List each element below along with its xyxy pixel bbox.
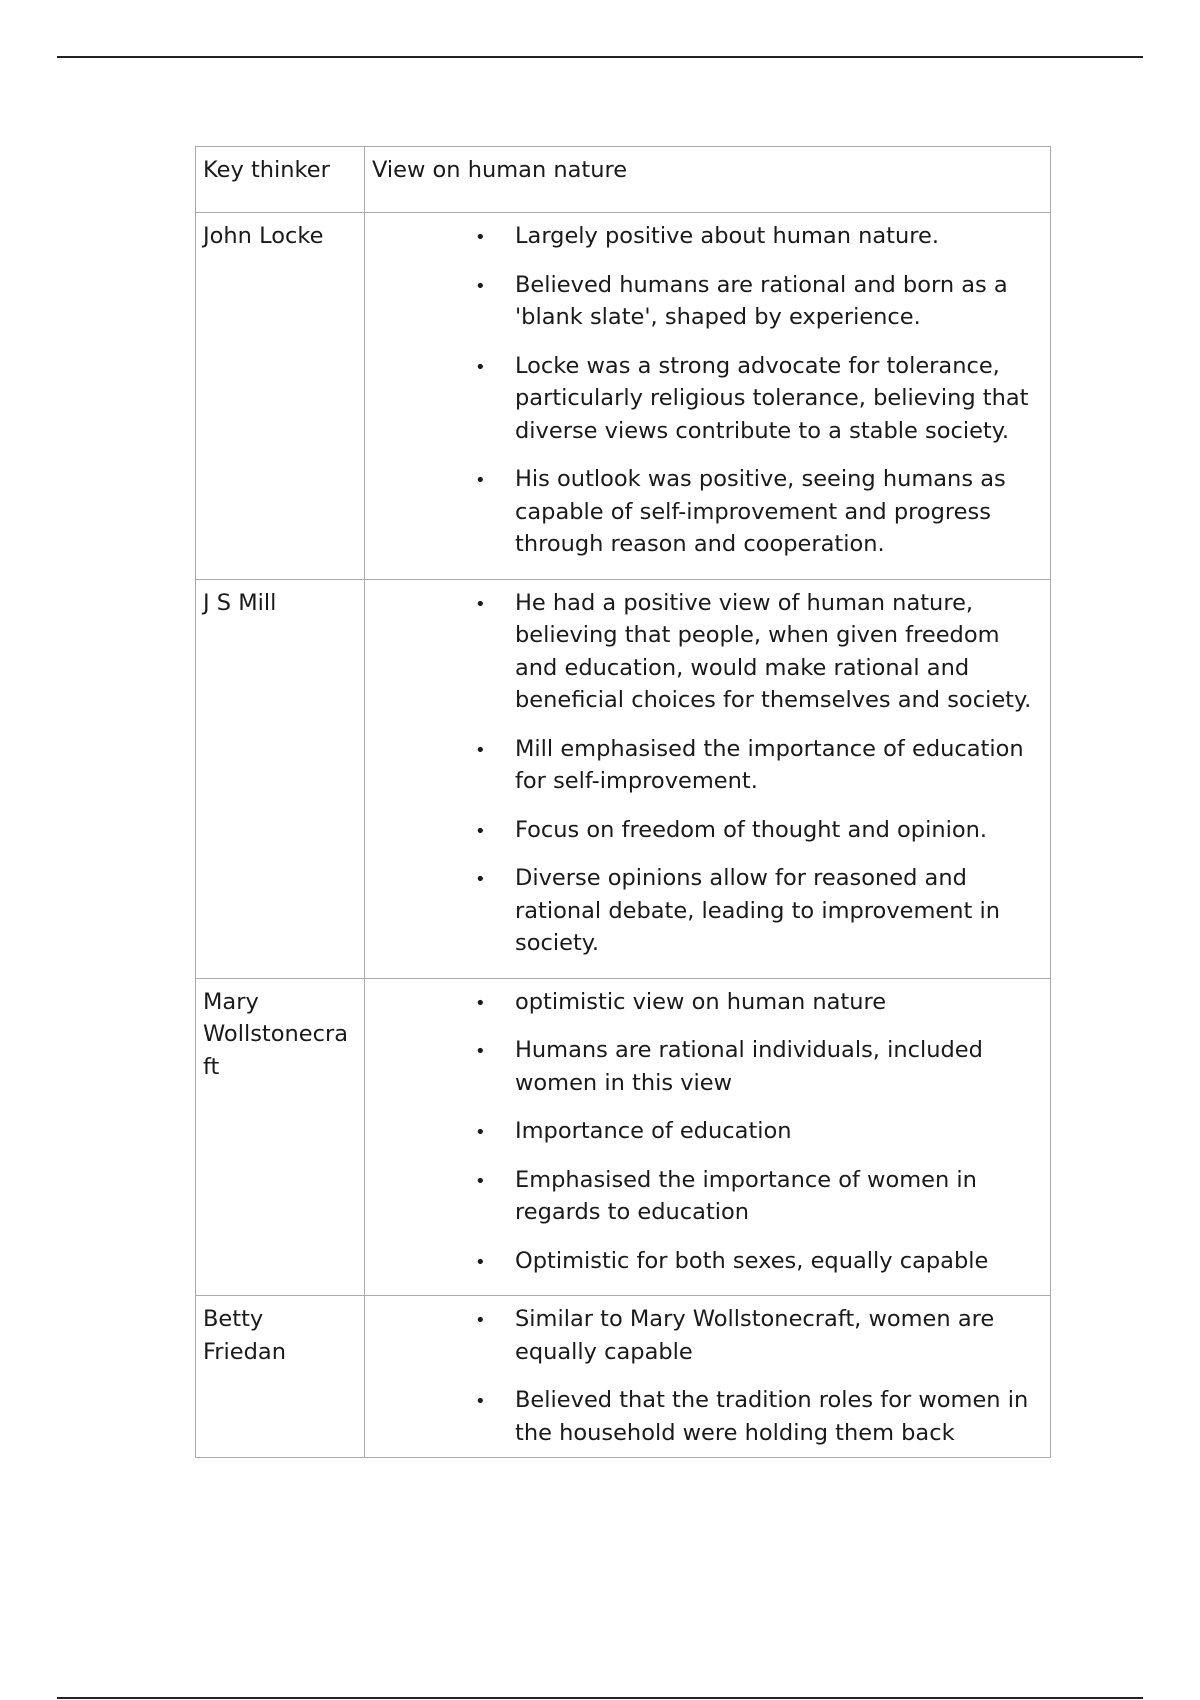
bullet-icon bbox=[475, 1303, 485, 1338]
list-item-text: Believed humans are rational and born as a 'blank slate', shaped by experience. bbox=[515, 271, 1008, 330]
view-cell bbox=[365, 978, 1051, 1296]
list-item bbox=[515, 1034, 1044, 1099]
list-item-text: He had a positive view of human nature, believing that people, when given freedom and education, would make rational and beneficial choices for themselves and society. bbox=[515, 589, 1032, 713]
list-item-text: Importance of education bbox=[515, 1118, 792, 1144]
view-bullet-list bbox=[372, 587, 1044, 960]
list-item bbox=[515, 220, 1044, 253]
header-rule bbox=[57, 56, 1143, 58]
bullet-icon bbox=[475, 220, 485, 255]
list-item-text: optimistic view on human nature bbox=[515, 988, 887, 1015]
list-item bbox=[515, 862, 1044, 960]
list-item bbox=[515, 1115, 1044, 1148]
list-item bbox=[515, 814, 1044, 847]
bullet-icon bbox=[475, 1115, 485, 1150]
key-thinkers-table bbox=[195, 146, 1051, 1458]
list-item-text: Locke was a strong advocate for tolerance, particularly religious tolerance, believing that diverse views contribute to a stable society. bbox=[515, 352, 1029, 444]
list-item-text: Focus on freedom of thought and opinion. bbox=[515, 816, 988, 843]
list-item-text: His outlook was positive, seeing humans as capable of self-improvement and progress through reason and cooperation. bbox=[515, 466, 1006, 557]
view-cell bbox=[365, 579, 1051, 978]
bullet-icon bbox=[475, 587, 485, 622]
thinker-name: Betty Friedan bbox=[196, 1296, 365, 1458]
bullet-icon bbox=[475, 1034, 485, 1069]
thinker-name: Mary Wollstonecraft bbox=[196, 978, 365, 1296]
list-item bbox=[515, 269, 1044, 334]
list-item-text: Optimistic for both sexes, equally capable bbox=[515, 1247, 989, 1274]
table-row bbox=[196, 213, 1051, 580]
header-view-on-human-nature: View on human nature bbox=[365, 147, 1051, 213]
list-item bbox=[515, 1384, 1044, 1449]
view-cell bbox=[365, 213, 1051, 580]
header-key-thinker: Key thinker bbox=[196, 147, 365, 213]
list-item bbox=[515, 463, 1044, 561]
view-bullet-list bbox=[372, 220, 1044, 561]
list-item bbox=[515, 1164, 1044, 1229]
bullet-icon bbox=[475, 1384, 485, 1419]
table-row bbox=[196, 1296, 1051, 1458]
list-item bbox=[515, 350, 1044, 448]
list-item bbox=[515, 587, 1044, 717]
list-item-text: Humans are rational individuals, included women in this view bbox=[515, 1037, 983, 1096]
bullet-icon bbox=[475, 986, 485, 1021]
list-item-text: Diverse opinions allow for reasoned and rational debate, leading to improvement in society. bbox=[515, 865, 1000, 956]
footer-rule bbox=[57, 1697, 1143, 1699]
list-item bbox=[515, 1245, 1044, 1278]
bullet-icon bbox=[475, 862, 485, 897]
list-item-text: Emphasised the importance of women in regards to education bbox=[515, 1166, 977, 1225]
list-item-text: Similar to Mary Wollstonecraft, women are equally capable bbox=[515, 1306, 995, 1365]
table-row bbox=[196, 579, 1051, 978]
list-item bbox=[515, 733, 1044, 798]
thinker-name: J S Mill bbox=[196, 579, 365, 978]
table-row bbox=[196, 978, 1051, 1296]
list-item bbox=[515, 1303, 1044, 1368]
bullet-icon bbox=[475, 814, 485, 849]
bullet-icon bbox=[475, 1164, 485, 1199]
bullet-icon bbox=[475, 733, 485, 768]
list-item-text: Largely positive about human nature. bbox=[515, 223, 940, 249]
list-item bbox=[515, 986, 1044, 1019]
bullet-icon bbox=[475, 269, 485, 304]
view-bullet-list bbox=[372, 1303, 1044, 1449]
thinker-name: John Locke bbox=[196, 213, 365, 580]
bullet-icon bbox=[475, 1245, 485, 1280]
view-cell bbox=[365, 1296, 1051, 1458]
bullet-icon bbox=[475, 463, 485, 498]
list-item-text: Mill emphasised the importance of education for self-improvement. bbox=[515, 735, 1024, 794]
bullet-icon bbox=[475, 350, 485, 385]
view-bullet-list bbox=[372, 986, 1044, 1278]
table-header-row bbox=[196, 147, 1051, 213]
list-item-text: Believed that the tradition roles for women in the household were holding them back bbox=[515, 1387, 1029, 1446]
